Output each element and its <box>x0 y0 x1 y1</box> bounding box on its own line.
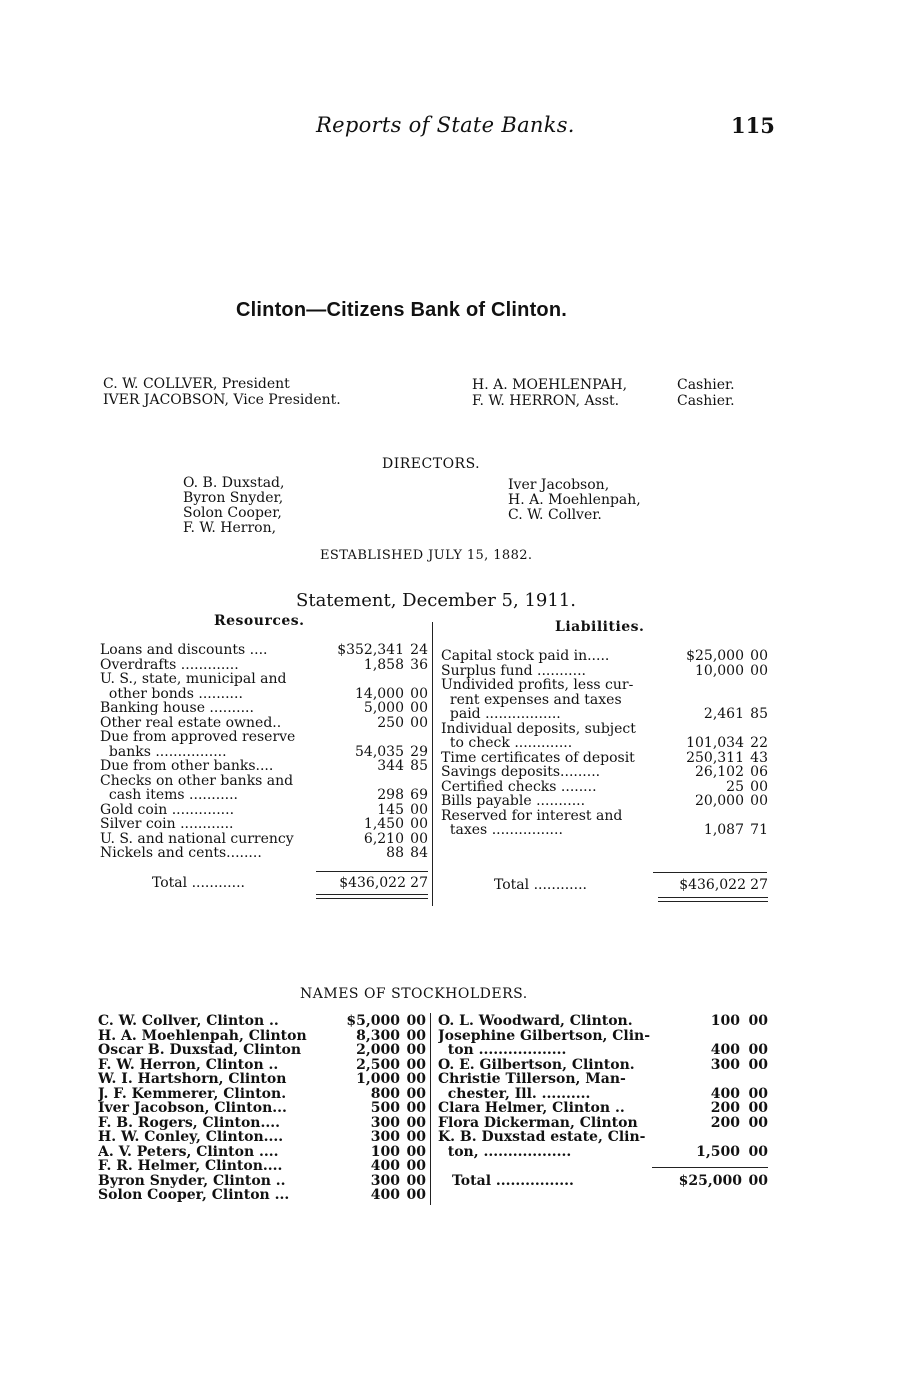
row-dollars: 100 <box>710 1013 740 1029</box>
row-cents <box>744 722 768 737</box>
row-label: Christie Tillerson, Man- <box>438 1072 626 1087</box>
stockholders-right <box>438 1014 768 1159</box>
table-row <box>100 817 428 832</box>
table-row <box>98 1116 426 1131</box>
row-dollars: 6,210 <box>363 830 404 847</box>
row-cents: 00 <box>406 1071 426 1087</box>
resources-heading: Resources. <box>214 613 305 629</box>
table-row <box>98 1130 426 1145</box>
row-cents: 85 <box>750 706 768 722</box>
table-row <box>438 1130 768 1145</box>
table-row <box>100 701 428 716</box>
officer-row <box>472 377 735 393</box>
row-label: Iver Jacobson, Clinton... <box>98 1101 287 1116</box>
row-dollars: $5,000 <box>346 1013 400 1029</box>
row-cents <box>740 1029 768 1044</box>
row-cents: 00 <box>748 1100 768 1116</box>
row-dollars: $352,341 <box>337 642 404 658</box>
row-dollars <box>660 1029 740 1044</box>
director-name: H. A. Moehlenpah, <box>508 492 641 508</box>
table-row <box>441 794 768 809</box>
row-label: Checks on other banks and <box>100 773 294 788</box>
row-label: W. I. Hartshorn, Clinton <box>98 1072 287 1087</box>
row-cents: 00 <box>406 1129 426 1145</box>
officer-name: F. W. HERRON, Asst. <box>472 393 620 409</box>
row-label: U. S. and national currency <box>100 831 294 846</box>
row-label: other bonds .......... <box>100 686 243 701</box>
table-row <box>438 1101 768 1116</box>
row-label: A. V. Peters, Clinton .... <box>98 1144 279 1159</box>
row-dollars: 200 <box>710 1100 740 1116</box>
row-label: Solon Cooper, Clinton ... <box>98 1188 290 1203</box>
row-cents: 00 <box>748 1114 768 1131</box>
row-label: banks ................ <box>100 744 227 759</box>
row-cents: 85 <box>410 758 428 774</box>
row-label: Gold coin .............. <box>100 802 235 817</box>
row-dollars: 1,858 <box>363 656 404 673</box>
row-dollars: 25 <box>726 778 744 795</box>
row-dollars: 300 <box>710 1056 740 1073</box>
row-cents: 00 <box>748 1056 768 1073</box>
row-label: Time certificates of deposit <box>441 750 635 765</box>
row-dollars: 101,034 <box>686 735 744 751</box>
table-row <box>100 658 428 673</box>
row-cents <box>404 672 428 687</box>
row-dollars: 400 <box>370 1158 400 1174</box>
row-dollars: 250,311 <box>686 749 744 766</box>
officer-row <box>472 393 735 409</box>
row-cents: 00 <box>410 685 428 702</box>
row-dollars: 100 <box>370 1143 400 1160</box>
row-cents: 00 <box>748 1143 768 1160</box>
table-row <box>441 765 768 780</box>
running-head: Reports of State Banks. <box>316 113 575 137</box>
row-label: Byron Snyder, Clinton .. <box>98 1173 286 1188</box>
table-row <box>100 803 428 818</box>
total-label: Total ............ <box>494 878 587 893</box>
row-label: Bills payable ........... <box>441 794 586 809</box>
director-name: O. B. Duxstad, <box>183 475 285 491</box>
liabilities-total-rule <box>653 872 767 873</box>
table-row <box>441 722 768 737</box>
row-label: chester, Ill. .......... <box>438 1086 591 1101</box>
row-label: taxes ................ <box>441 823 563 838</box>
officer-title: Vice President. <box>233 392 341 408</box>
statement-divider <box>432 622 433 906</box>
row-dollars: 10,000 <box>695 662 744 679</box>
table-row <box>441 664 768 679</box>
row-label: Clara Helmer, Clinton .. <box>438 1101 625 1116</box>
table-row <box>98 1101 426 1116</box>
row-label: rent expenses and taxes <box>441 692 622 707</box>
row-dollars: 1,000 <box>356 1071 400 1087</box>
stockholders-total-rule <box>652 1167 768 1168</box>
officer-name: C. W. COLLVER, <box>103 376 218 392</box>
total-dollars: $436,022 <box>679 877 746 893</box>
row-cents: 00 <box>410 700 428 716</box>
table-row <box>98 1145 426 1160</box>
table-row <box>100 687 428 702</box>
row-cents: 06 <box>750 764 768 780</box>
table-row <box>100 672 428 687</box>
row-dollars <box>324 730 404 745</box>
table-row <box>98 1043 426 1058</box>
resources-table <box>100 643 428 861</box>
director-name: F. W. Herron, <box>183 520 277 536</box>
row-dollars: 300 <box>370 1129 400 1145</box>
table-row <box>441 780 768 795</box>
row-label: Other real estate owned.. <box>100 715 282 730</box>
table-row <box>438 1014 768 1029</box>
row-cents: 00 <box>410 801 428 818</box>
row-cents: 00 <box>748 1042 768 1058</box>
row-label: Loans and discounts .... <box>100 643 268 658</box>
row-dollars: 800 <box>370 1085 400 1102</box>
table-row <box>100 759 428 774</box>
row-cents: 00 <box>406 1100 426 1116</box>
row-dollars: 250 <box>377 714 404 731</box>
resources-double-rule <box>316 894 428 899</box>
directors-heading: DIRECTORS. <box>382 456 481 472</box>
row-label: Capital stock paid in..... <box>441 649 610 664</box>
officers-right <box>472 377 735 409</box>
table-row <box>438 1116 768 1131</box>
director-name: Iver Jacobson, <box>508 477 610 493</box>
row-label: Nickels and cents........ <box>100 846 262 861</box>
table-row <box>441 649 768 664</box>
row-cents: 00 <box>750 648 768 664</box>
row-dollars: $25,000 <box>686 648 744 664</box>
row-dollars <box>660 722 744 737</box>
row-label: F. B. Rogers, Clinton.... <box>98 1115 280 1130</box>
row-cents: 69 <box>410 787 428 803</box>
row-label: Due from approved reserve <box>100 730 296 745</box>
table-row <box>438 1058 768 1073</box>
row-dollars: 1,450 <box>363 816 404 832</box>
row-label: F. W. Herron, Clinton .. <box>98 1057 279 1072</box>
row-label: Savings deposits......... <box>441 765 601 780</box>
row-cents: 84 <box>410 845 428 861</box>
officers-left <box>103 376 341 408</box>
table-row <box>438 1087 768 1102</box>
liabilities-total-row <box>494 878 768 893</box>
row-cents <box>740 1130 768 1145</box>
row-label: K. B. Duxstad estate, Clin- <box>438 1130 646 1145</box>
row-dollars <box>660 809 744 824</box>
row-dollars: 8,300 <box>356 1027 400 1044</box>
table-row <box>98 1087 426 1102</box>
table-row <box>441 736 768 751</box>
liabilities-table <box>441 649 768 838</box>
row-label: ton .................. <box>438 1043 567 1058</box>
total-dollars: $25,000 <box>678 1173 742 1189</box>
row-cents <box>740 1072 768 1087</box>
resources-total-row <box>152 876 428 891</box>
table-row <box>98 1072 426 1087</box>
table-row <box>98 1159 426 1174</box>
table-row <box>100 730 428 745</box>
table-row <box>100 716 428 731</box>
row-cents: 00 <box>406 1042 426 1058</box>
table-row <box>438 1043 768 1058</box>
row-dollars: 400 <box>710 1042 740 1058</box>
row-cents: 00 <box>750 662 768 679</box>
row-cents: 36 <box>410 656 428 673</box>
row-label: Banking house .......... <box>100 701 254 716</box>
row-cents: 24 <box>410 642 428 658</box>
total-cents: 00 <box>748 1173 768 1189</box>
officer-row <box>103 376 341 392</box>
row-label: Certified checks ........ <box>441 779 597 794</box>
row-cents: 00 <box>406 1114 426 1131</box>
row-cents: 00 <box>410 830 428 847</box>
row-label: Reserved for interest and <box>441 808 623 823</box>
officer-name: H. A. MOEHLENPAH, <box>472 377 628 393</box>
director-name: Solon Cooper, <box>183 505 282 521</box>
row-cents <box>404 774 428 789</box>
row-cents: 00 <box>750 778 768 795</box>
row-cents <box>744 809 768 824</box>
row-label: Undivided profits, less cur- <box>441 678 634 693</box>
stockholders-heading: NAMES OF STOCKHOLDERS. <box>300 986 528 1002</box>
row-label: cash items ........... <box>100 788 238 803</box>
row-cents: 00 <box>410 816 428 832</box>
row-dollars: 298 <box>377 787 404 803</box>
total-cents: 27 <box>750 877 768 893</box>
row-label: Oscar B. Duxstad, Clinton <box>98 1043 302 1058</box>
row-cents: 00 <box>406 1158 426 1174</box>
table-row <box>100 788 428 803</box>
liabilities-heading: Liabilities. <box>555 619 645 635</box>
officer-name: IVER JACOBSON, <box>103 392 229 408</box>
row-cents: 43 <box>750 749 768 766</box>
row-dollars: 5,000 <box>363 700 404 716</box>
row-dollars: 20,000 <box>695 793 744 809</box>
page-title: Clinton—Citizens Bank of Clinton. <box>236 299 568 321</box>
row-dollars: 400 <box>710 1085 740 1102</box>
row-dollars: 400 <box>370 1187 400 1203</box>
table-row <box>441 693 768 708</box>
table-row <box>98 1029 426 1044</box>
directors-left <box>183 476 284 536</box>
row-label: paid ................. <box>441 707 561 722</box>
row-label: U. S., state, municipal and <box>100 672 287 687</box>
table-row <box>100 832 428 847</box>
row-dollars: 26,102 <box>695 764 744 780</box>
established-date: ESTABLISHED JULY 15, 1882. <box>320 548 533 563</box>
row-dollars <box>660 693 744 708</box>
row-dollars <box>660 678 744 693</box>
table-row <box>100 643 428 658</box>
table-row <box>98 1188 426 1203</box>
row-cents: 00 <box>406 1085 426 1102</box>
row-label: to check ............. <box>441 736 573 751</box>
officer-row <box>103 392 341 408</box>
row-dollars: 1,087 <box>703 822 744 838</box>
row-cents: 00 <box>406 1056 426 1073</box>
officer-title: Cashier. <box>677 393 735 409</box>
table-row <box>438 1072 768 1087</box>
table-row <box>98 1058 426 1073</box>
row-label: C. W. Collver, Clinton .. <box>98 1014 279 1029</box>
row-label: Surplus fund ........... <box>441 663 586 678</box>
row-dollars: 54,035 <box>355 743 404 760</box>
row-dollars: 1,500 <box>696 1143 740 1160</box>
row-dollars <box>324 774 404 789</box>
total-label: Total ............ <box>152 876 245 891</box>
table-row <box>100 774 428 789</box>
row-dollars: 145 <box>377 801 404 818</box>
table-row <box>441 823 768 838</box>
director-name: Byron Snyder, <box>183 490 284 506</box>
row-dollars: 500 <box>370 1100 400 1116</box>
stockholders-divider <box>430 1013 431 1205</box>
row-label: F. R. Helmer, Clinton.... <box>98 1159 283 1174</box>
row-label: O. E. Gilbertson, Clinton. <box>438 1057 635 1072</box>
row-label: ton, .................. <box>438 1144 572 1159</box>
row-cents: 00 <box>406 1013 426 1029</box>
total-dollars: $436,022 <box>339 875 406 891</box>
table-row <box>438 1029 768 1044</box>
table-row <box>100 745 428 760</box>
row-dollars <box>660 1072 740 1087</box>
row-dollars: 300 <box>370 1172 400 1189</box>
table-row <box>98 1014 426 1029</box>
row-cents: 00 <box>406 1187 426 1203</box>
stockholders-total-row <box>452 1174 768 1189</box>
row-cents: 29 <box>410 743 428 760</box>
table-row <box>441 707 768 722</box>
table-row <box>441 678 768 693</box>
row-cents: 00 <box>748 1085 768 1102</box>
table-row <box>100 846 428 861</box>
row-label: H. W. Conley, Clinton.... <box>98 1130 284 1145</box>
row-dollars: 14,000 <box>355 685 404 702</box>
row-label: Due from other banks.... <box>100 759 274 774</box>
page-number: 115 <box>731 113 775 138</box>
row-dollars: 2,500 <box>356 1056 400 1073</box>
row-cents <box>404 730 428 745</box>
table-row <box>441 751 768 766</box>
row-label: Silver coin ............ <box>100 817 234 832</box>
row-cents <box>744 693 768 708</box>
row-cents: 00 <box>406 1172 426 1189</box>
officer-title: President <box>221 376 290 392</box>
row-label: O. L. Woodward, Clinton. <box>438 1014 633 1029</box>
director-name: C. W. Collver. <box>508 507 602 523</box>
row-dollars: 2,000 <box>356 1042 400 1058</box>
row-dollars: 200 <box>710 1114 740 1131</box>
row-cents: 00 <box>750 793 768 809</box>
statement-heading: Statement, December 5, 1911. <box>296 590 576 611</box>
table-row <box>98 1174 426 1189</box>
table-row <box>441 809 768 824</box>
row-dollars: 344 <box>377 758 404 774</box>
total-cents: 27 <box>410 875 428 891</box>
stockholders-left <box>98 1014 426 1203</box>
row-label: Josephine Gilbertson, Clin- <box>438 1028 651 1043</box>
row-cents: 00 <box>748 1013 768 1029</box>
resources-total-rule <box>316 871 428 872</box>
row-dollars: 2,461 <box>703 706 744 722</box>
row-cents: 00 <box>406 1143 426 1160</box>
row-dollars: 300 <box>370 1114 400 1131</box>
total-label: Total ................ <box>452 1174 574 1189</box>
officer-title: Cashier. <box>677 377 735 393</box>
table-row <box>438 1145 768 1160</box>
row-label: Flora Dickerman, Clinton <box>438 1115 638 1130</box>
row-label: J. F. Kemmerer, Clinton. <box>98 1086 287 1101</box>
row-dollars <box>324 672 404 687</box>
row-cents: 00 <box>410 714 428 731</box>
row-cents: 00 <box>406 1027 426 1044</box>
row-cents: 22 <box>750 735 768 751</box>
row-label: Individual deposits, subject <box>441 721 636 736</box>
row-dollars <box>660 1130 740 1145</box>
liabilities-double-rule <box>658 897 768 902</box>
directors-right <box>508 478 641 523</box>
row-label: H. A. Moehlenpah, Clinton <box>98 1028 307 1043</box>
row-label: Overdrafts ............. <box>100 657 239 672</box>
row-cents: 71 <box>750 822 768 838</box>
row-dollars: 88 <box>386 845 404 861</box>
row-cents <box>744 678 768 693</box>
